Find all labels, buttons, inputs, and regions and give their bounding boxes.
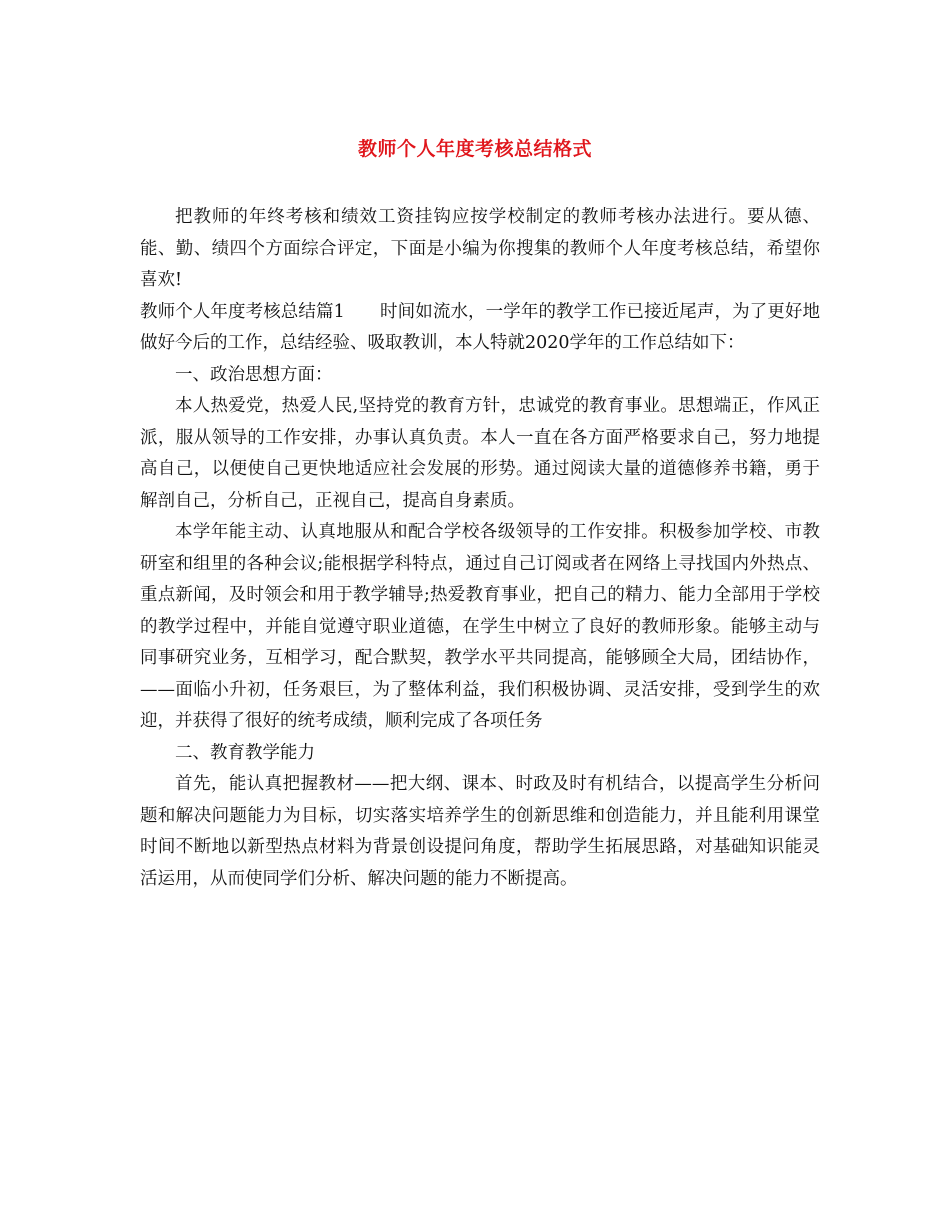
- heading-teaching-ability: 二、教育教学能力: [175, 742, 315, 763]
- political-paragraph-2: 本学年能主动、认真地服从和配合学校各级领导的工作安排。积极参加学校、市教研室和组里的各种会议;能根据学科特点，通过自己订阅或者在网络上寻找国内外热点、重点新闻，及时领会和用于教学辅导;热爱教育事业，把自己的精力、能力全部用于学校的教学过程中，并能自觉遵守职业道德，在学生中树立了良好的教师形象。能够主动与同事研究业务，互相学习，配合默契，教学水平共同提高，能够顾全大局，团结协作，——面临小升初，任务艰巨，为了整体利益，我们积极协调、灵活安排，受到学生的欢迎，并获得了很好的统考成绩，顺利完成了各项任务: [140, 522, 820, 731]
- document-title: 教师个人年度考核总结格式: [357, 138, 592, 160]
- teaching-paragraph-1: 首先，能认真把握教材——把大纲、课本、时政及时有机结合，以提高学生分析问题和解决问题能力为目标，切实落实培养学生的创新思维和创造能力，并且能利用课堂时间不断地以新型热点材料为背景创设提问角度，帮助学生拓展思路，对基础知识能灵活运用，从而使同学们分析、解决问题的能力不断提高。: [140, 774, 820, 889]
- intro-paragraph: 把教师的年终考核和绩效工资挂钩应按学校制定的教师考核办法进行。要从德、能、勤、绩四个方面综合评定，下面是小编为你搜集的教师个人年度考核总结，希望你喜欢!: [140, 207, 820, 290]
- political-paragraph-1: 本人热爱党，热爱人民,坚持党的教育方针，忠诚党的教育事业。思想端正，作风正派，服从领导的工作安排，办事认真负责。本人一直在各方面严格要求自己，努力地提高自己，以便使自己更快地适应社会发展的形势。通过阅读大量的道德修养书籍，勇于解剖自己，分析自己，正视自己，提高自身素质。: [140, 396, 820, 511]
- heading-political-thought: 一、政治思想方面：: [175, 364, 333, 385]
- section-heading-paragraph: 教师个人年度考核总结篇1 时间如流水，一学年的教学工作已接近尾声，为了更好地做好今后的工作，总结经验、吸取教训，本人特就2020学年的工作总结如下：: [140, 301, 820, 353]
- document-body: [140, 202, 820, 895]
